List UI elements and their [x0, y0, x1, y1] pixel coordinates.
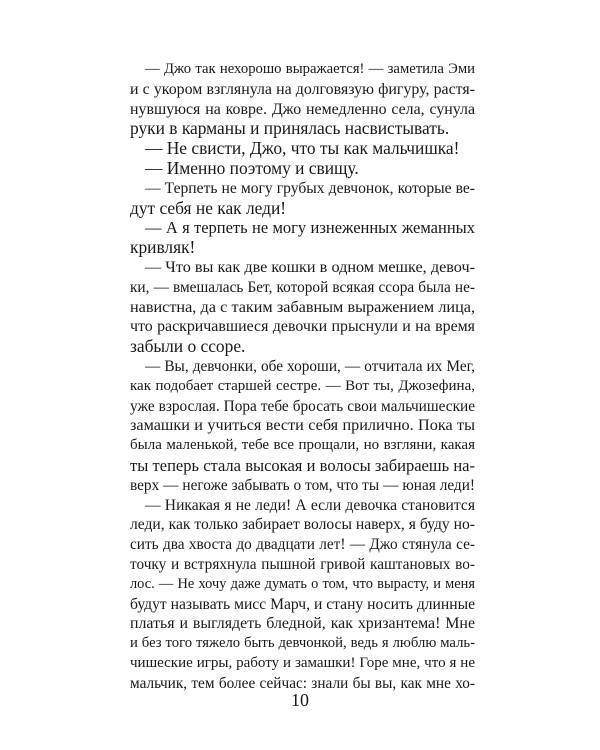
- text-line: точку и встряхнула пышной гривой каштановых во-: [130, 556, 475, 573]
- text-line: уже взрослая. Пора тебе бросать свои мальчишеские: [130, 397, 475, 415]
- text-line: дут себя не как леди!: [130, 197, 287, 218]
- text-line: кривляк!: [130, 237, 196, 258]
- text-line: — Вы, девчонки, обе хороши, — отчитала их Мег,: [145, 358, 475, 375]
- text-line: — Что вы как две кошки в одном мешке, девоч-: [145, 258, 475, 276]
- text-line: что раскричавшиеся девочки прыснули и на время: [130, 318, 475, 336]
- text-line: — Джо так нехорошо выражается! — заметила Эми: [145, 61, 475, 77]
- text-line: была маленькой, тебе все прощали, но взгляни, какая: [130, 437, 475, 454]
- text-line: — Именно поэтому и свищу.: [145, 158, 359, 178]
- text-line: лос. — Не хочу даже думать о том, что вырасту, и меня: [130, 575, 475, 592]
- text-line: платья и выглядеть бледной, как хризантема! Мне: [130, 615, 475, 633]
- text-line: будут называть мисс Марч, и стану носить длинные: [130, 595, 475, 613]
- text-line: ты теперь стала высокая и волосы забираешь на-: [130, 456, 475, 475]
- text-line: верх — негоже забывать о том, что ты — юная леди!: [130, 476, 475, 494]
- text-line: навистна, да с таким забавным выражением лица,: [130, 297, 475, 316]
- text-line: как подобает старшей сестре. — Вот ты, Джозефина,: [130, 377, 475, 394]
- text-line: руки в карманы и принялась насвистывать.: [130, 118, 450, 139]
- text-line: забыли о ссоре.: [130, 336, 246, 357]
- text-line: и с укором взглянула на долговязую фигуру, растя-: [130, 80, 475, 98]
- text-line: леди, как только забирает волосы наверх, я буду но-: [130, 516, 475, 534]
- text-line: ки, — вмешалась Бет, которой всякая ссора была не-: [130, 278, 475, 296]
- text-line: — А я терпеть не могу изнеженных жеманных: [145, 218, 475, 238]
- page-number: 10: [291, 690, 309, 710]
- text-line: мальчик, тем более сейчас: знали бы вы, как мне хо-: [130, 674, 475, 692]
- text-line: замашки и учиться вести себя прилично. Пока ты: [130, 416, 475, 435]
- text-line: сить два хвоста до двадцати лет! — Джо стянула се-: [130, 536, 475, 554]
- text-line: — Не свисти, Джо, что ты как мальчишка!: [145, 138, 460, 159]
- text-line: нувшуюся на ковре. Джо немедленно села, сунула: [130, 100, 475, 118]
- text-line: — Никакая я не леди! А если девочка становится: [145, 496, 475, 514]
- text-line: чишеские игры, работу и замашки! Горе мне, что я не: [130, 655, 475, 671]
- text-line: — Терпеть не могу грубых девчонок, которые ве-: [145, 179, 475, 197]
- text-line: и без того тяжело быть девчонкой, ведь я люблю маль-: [130, 635, 475, 652]
